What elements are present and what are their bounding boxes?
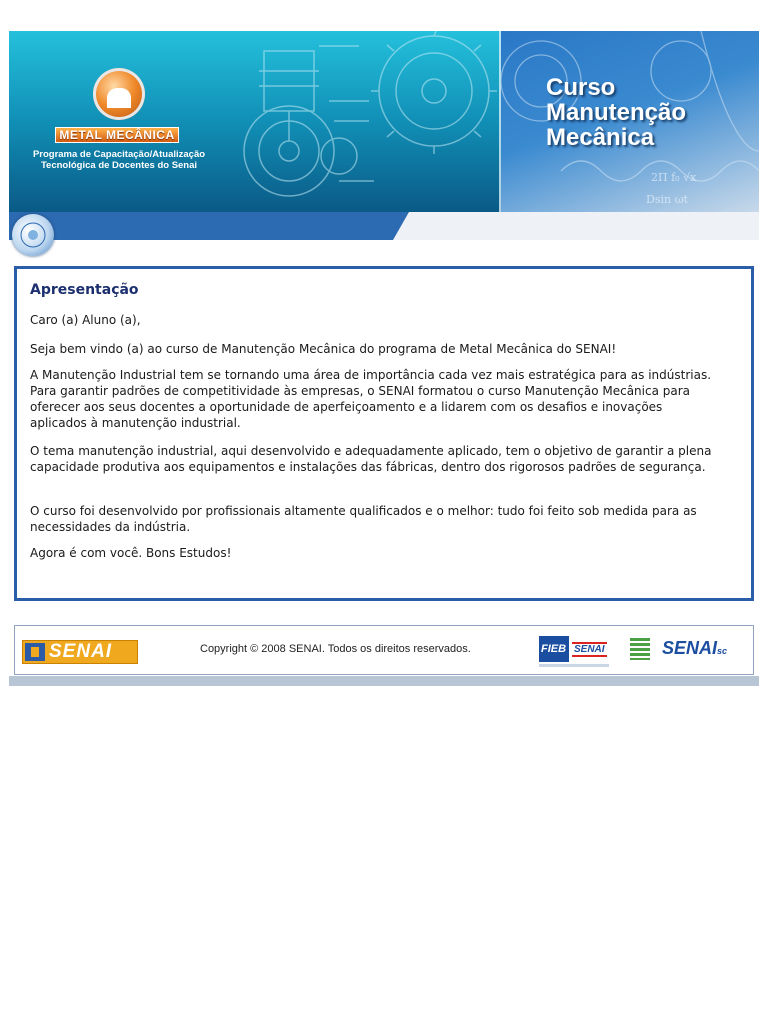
logo-inner-shape [107, 88, 131, 108]
course-title-line2: Manutenção [546, 99, 687, 126]
course-paragraph: O curso foi desenvolvido por profissionais altamente qualificados e o melhor: tudo foi feito sob medida para as necessidades da indústria. [30, 504, 697, 534]
program-subtitle-line2: Tecnológica de Docentes do Senai [40, 160, 198, 171]
closing-paragraph: Agora é com você. Bons Estudos! [30, 546, 232, 560]
course-title-line1: Curso [546, 74, 616, 101]
welcome-paragraph: Seja bem vindo (a) ao curso de Manutenção Mecânica do programa de Metal Mecânica do SENAI! [30, 342, 617, 356]
estudantes-dos-desafios-badge-icon [12, 214, 54, 256]
greeting-paragraph: Caro (a) Aluno (a), [30, 313, 141, 327]
program-subtitle-line1: Programa de Capacitação/Atualização [32, 149, 206, 160]
footer-base-strip [9, 676, 759, 686]
panel-title: Apresentação [30, 282, 139, 298]
senai-sc-suffix: sc [717, 646, 728, 656]
ribbon-blue-band [9, 212, 409, 240]
brand-label: METAL MECÂNICA [59, 128, 175, 142]
formula-decoration: 2Π f₀ √x [651, 171, 697, 184]
copyright-text: Copyright © 2008 SENAI. Todos os direitos reservados. [200, 643, 471, 655]
banner-left-panel [9, 31, 500, 212]
senai-sc-logo-text [662, 638, 727, 659]
topic-paragraph: O tema manutenção industrial, aqui desenvolvido e adequadamente aplicado, tem o objetivo de garantir a plena capacidade produtiva aos equipamentos e instalações das fábricas, dentro dos rigorosos padrões de segurança. [30, 444, 712, 474]
piston-gear-illustration [219, 31, 499, 212]
fieb-senai-logo [539, 632, 609, 670]
fieb-logo-text: FIEB [541, 643, 567, 655]
senai-logo [22, 640, 138, 664]
fieb-logo-box [539, 636, 569, 662]
presentation-panel [14, 266, 754, 601]
metal-mecanica-logo-icon [93, 68, 145, 120]
fieb-caption-line [539, 664, 609, 667]
formula-decoration: Dsin ωt [646, 193, 688, 206]
senai-flag-icon [25, 643, 45, 661]
senai-logo-text: SENAI [49, 641, 113, 662]
senai-sc-name: SENAI [662, 638, 718, 658]
course-banner [9, 31, 759, 212]
senai-sc-flag-icon [630, 638, 650, 660]
brand-label-bar [55, 127, 179, 143]
fieb-senai-text: SENAI [574, 644, 605, 655]
senai-sc-logo [628, 636, 748, 666]
intro-paragraph: A Manutenção Industrial tem se tornando uma área de importância cada vez mais estratégica para as indústrias. Para garantir padrões de competitividade às empresas, o SENAI formatou o curso Manutenção Mecânica para oferecer aos seus docentes a oportunidade de aperfeiçoamento e a lidarem com os desafios e inovações aplicados à manutenção industrial. [30, 368, 712, 430]
badge-emblem-icon [12, 214, 54, 256]
senai-flag-inner [31, 647, 39, 657]
course-title-line3: Mecânica [546, 124, 655, 151]
page-footer [14, 625, 754, 675]
header-ribbon [9, 212, 759, 240]
page-header [9, 31, 759, 240]
course-title [546, 75, 751, 150]
